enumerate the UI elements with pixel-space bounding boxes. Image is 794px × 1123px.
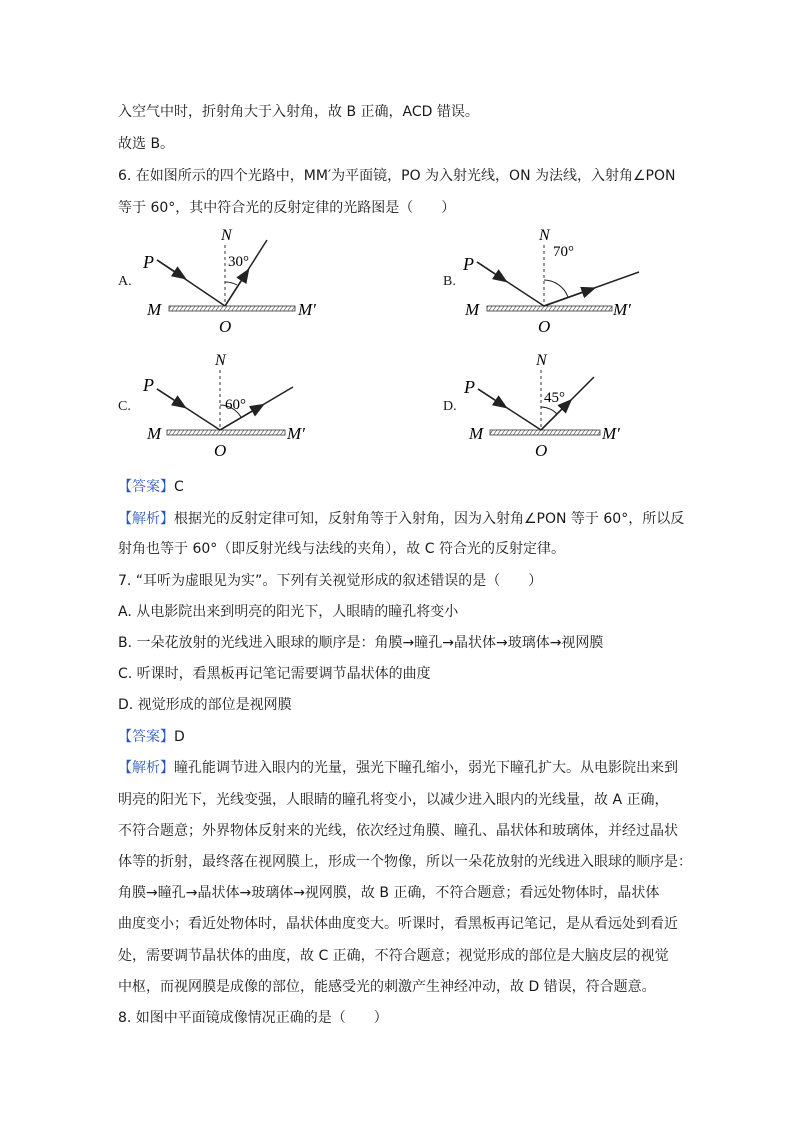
question-8-stem: 8. 如图中平面镜成像情况正确的是（ ） (118, 1010, 388, 1026)
label-m-prime: M′ (602, 424, 620, 443)
label-o: O (214, 441, 227, 460)
answer-value: D (174, 729, 185, 745)
label-o: O (219, 317, 232, 336)
label-p: P (143, 252, 154, 272)
label-n: N (539, 227, 550, 244)
label-p: P (463, 254, 474, 274)
analysis-line: 角膜→瞳孔→晶状体→玻璃体→视网膜，故 B 正确，不符合题意；看远处物体时，晶状体 (118, 885, 660, 901)
option-c-label: C. (118, 399, 131, 414)
option-d-label: D. (443, 399, 457, 414)
angle-label: 70° (553, 244, 574, 260)
answer-tag: 【答案】 (118, 479, 174, 495)
question-7-option-b: B. 一朵花放射的光线进入眼球的顺序是：角膜→瞳孔→晶状体→玻璃体→视网膜 (118, 635, 604, 651)
option-d-diagram (452, 345, 652, 470)
label-n: N (215, 352, 226, 369)
label-n: N (536, 352, 547, 369)
label-m-prime: M′ (298, 300, 316, 319)
label-o: O (538, 317, 551, 336)
answer-line (118, 477, 184, 497)
option-b-label: B. (443, 274, 456, 289)
analysis-text: 瞳孔能调节进入眼内的光量，强光下瞳孔缩小，弱光下瞳孔扩大。从电影院出来到 (174, 760, 678, 776)
label-m: M (469, 424, 484, 443)
option-a-diagram (135, 220, 335, 345)
analysis-line: 曲度变小；看近处物体时，晶状体曲度变大。听课时，看黑板再记笔记，是从看远处到看近 (118, 916, 678, 932)
option-a-label: A. (118, 274, 132, 289)
answer-line (118, 727, 185, 747)
analysis-tag: 【解析】 (118, 511, 174, 527)
question-6-stem: 6. 在如图所示的四个光路中，MM′为平面镜，PO 为入射光线，ON 为法线，入射角∠PON (118, 168, 676, 184)
label-m-prime: M′ (613, 300, 631, 319)
label-m: M (147, 424, 162, 443)
label-n: N (221, 227, 232, 244)
analysis-line: 中枢，而视网膜是成像的部位，能感受光的刺激产生神经冲动，故 D 错误，符合题意。 (118, 979, 656, 995)
question-7-option-a: A. 从电影院出来到明亮的阳光下，人眼睛的瞳孔将变小 (118, 604, 459, 620)
question-7-stem: 7. “耳听为虚眼见为实”。下列有关视觉形成的叙述错误的是（ ） (118, 573, 543, 589)
label-m: M (147, 300, 162, 319)
analysis-text: 根据光的反射定律可知，反射角等于入射角，因为入射角∠PON 等于 60°，所以反 (174, 511, 685, 527)
answer-value: C (174, 479, 184, 495)
analysis-line: 明亮的阳光下，光线变强，人眼睛的瞳孔将变小，以减少进入眼内的光线量，故 A 正确， (118, 792, 669, 808)
label-m-prime: M′ (287, 424, 305, 443)
question-6-stem: 等于 60°，其中符合光的反射定律的光路图是（ ） (118, 200, 456, 216)
angle-label: 60° (225, 397, 246, 413)
analysis-line: 射角也等于 60°（即反射光线与法线的夹角），故 C 符合光的反射定律。 (118, 541, 565, 557)
analysis-line: 体等的折射，最终落在视网膜上，形成一个物像，所以一朵花放射的光线进入眼球的顺序是： (118, 854, 692, 870)
question-7-option-c: C. 听课时，看黑板再记笔记需要调节晶状体的曲度 (118, 666, 431, 682)
analysis-line: 不符合题意；外界物体反射来的光线，依次经过角膜、瞳孔、晶状体和玻璃体，并经过晶状 (118, 823, 678, 839)
label-p: P (143, 375, 154, 395)
option-b-diagram (452, 220, 652, 345)
label-m: M (465, 300, 480, 319)
analysis-line (118, 758, 678, 778)
question-7-option-d: D. 视觉形成的部位是视网膜 (118, 697, 292, 713)
text-line: 故选 B。 (118, 136, 175, 152)
analysis-tag: 【解析】 (118, 760, 174, 776)
angle-label: 30° (228, 254, 249, 270)
label-o: O (535, 441, 548, 460)
analysis-line: 处，需要调节晶状体的曲度，故 C 正确，不符合题意；视觉形成的部位是大脑皮层的视觉 (118, 948, 669, 964)
text-line: 入空气中时，折射角大于入射角，故 B 正确，ACD 错误。 (118, 104, 479, 120)
label-p: P (464, 377, 475, 397)
answer-tag: 【答案】 (118, 729, 174, 745)
analysis-line (118, 509, 684, 529)
angle-label: 45° (544, 390, 565, 406)
option-c-diagram (135, 345, 335, 470)
